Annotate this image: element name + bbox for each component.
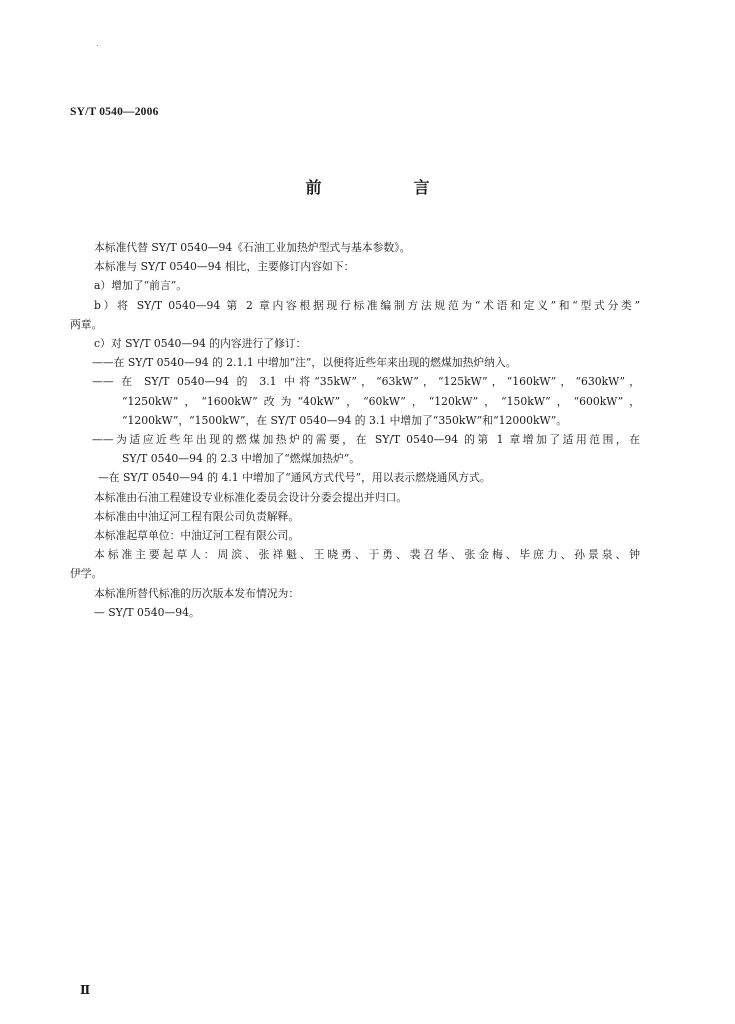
history-item: — SY/T 0540—94。 bbox=[94, 605, 200, 619]
revision-item-2-continued-2: “1200kW”，“1500kW”，在 SY/T 0540—94 的 3.1 中增加了“350kW”和“12000kW”。 bbox=[122, 413, 568, 427]
standard-code: SY/T 0540—2006 bbox=[70, 106, 159, 118]
paragraph-proposer: 本标准由石油工程建设专业标准化委员会设计分委会提出并归口。 bbox=[94, 490, 408, 504]
revision-item-3: ——为适应近些年出现的燃煤加热炉的需要，在 SY/T 0540—94 的第 1 章增加了适用范围，在 bbox=[92, 433, 640, 447]
page-title: 前 言 bbox=[305, 178, 468, 197]
paragraph-drafters-continued: 伊学。 bbox=[70, 567, 103, 581]
list-item-b: b）将 SY/T 0540—94 第 2 章内容根据现行标准编制方法规范为“术语和定义”和“型式分类” bbox=[94, 298, 640, 312]
scan-speck bbox=[97, 45, 98, 46]
revision-item-3-continued: SY/T 0540—94 的 2.3 中增加了“燃煤加热炉”。 bbox=[122, 452, 361, 466]
revision-item-4: —在 SY/T 0540—94 的 4.1 中增加了“通风方式代号”，用以表示燃烧通风方式。 bbox=[98, 471, 491, 485]
list-item-a: a）增加了“前言”。 bbox=[94, 279, 188, 293]
paragraph-history: 本标准所替代标准的历次版本发布情况为： bbox=[94, 586, 300, 600]
paragraph-interpreter: 本标准由中油辽河工程有限公司负责解释。 bbox=[94, 509, 300, 523]
paragraph-drafting-unit: 本标准起草单位：中油辽河工程有限公司。 bbox=[94, 529, 300, 543]
revision-item-2: —— 在 SY/T 0540—94 的 3.1 中将“35kW”，“63kW”，“125kW”，“160kW”，“630kW”， bbox=[92, 375, 640, 389]
page-number: Ⅱ bbox=[80, 983, 91, 997]
paragraph-replaces: 本标准代替 SY/T 0540—94《石油工业加热炉型式与基本参数》。 bbox=[94, 241, 411, 254]
preface-body bbox=[70, 238, 640, 622]
revision-item-1: ——在 SY/T 0540—94 的 2.1.1 中增加“注”，以便将近些年来出现的燃煤加热炉纳入。 bbox=[92, 356, 517, 370]
list-item-b-continued: 两章。 bbox=[70, 317, 103, 331]
revision-item-2-continued: “1250kW”，“1600kW”改为“40kW”，“60kW”，“120kW”，“150kW”，“600kW”， bbox=[122, 394, 640, 408]
list-item-c: c）对 SY/T 0540—94 的内容进行了修订： bbox=[94, 337, 307, 351]
paragraph-changes-intro: 本标准与 SY/T 0540—94 相比，主要修订内容如下： bbox=[94, 260, 355, 274]
paragraph-drafters: 本标准主要起草人：周滨、张祥魁、王晓勇、于勇、裴召华、张金梅、毕庶力、孙景泉、钟 bbox=[94, 548, 640, 562]
